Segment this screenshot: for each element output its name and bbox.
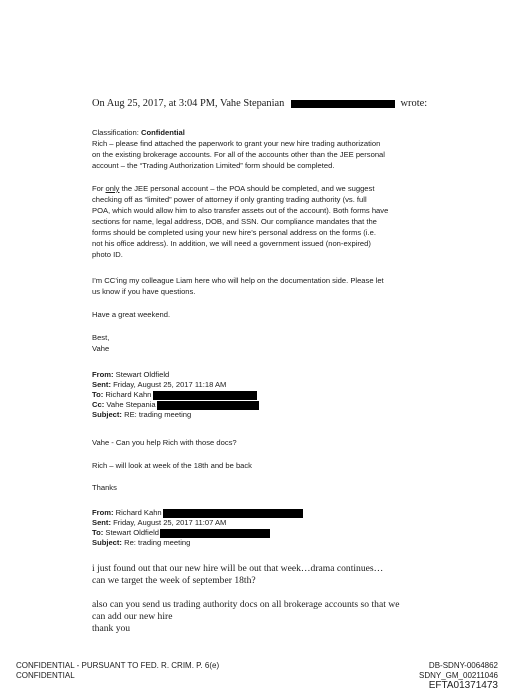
text-line: on the existing brokerage accounts. For all of the accounts other than the JEE personal: [92, 150, 385, 159]
message-2-body-3: Thanks: [92, 483, 117, 492]
subject-line: [92, 538, 303, 548]
cc-value: Vahe Stepania: [106, 400, 156, 409]
sent-line: [92, 518, 303, 528]
signoff-best: Best,: [92, 333, 110, 342]
text-line: I’m CC’ing my colleague Liam here who will help on the documentation side. Please let: [92, 276, 384, 285]
text-line: [92, 183, 388, 194]
bates-number-2: SDNY_GM_00211046: [418, 670, 498, 680]
to-line: [92, 390, 259, 400]
email-header-prefix: On Aug 25, 2017, at 3:04 PM, Vahe Stepanian: [92, 98, 285, 109]
text-line: us know if you have questions.: [92, 287, 196, 296]
classification-line: [92, 127, 185, 138]
text-line: account – the “Trading Authorization Limited” form should be completed.: [92, 161, 335, 170]
paragraph-1: [92, 138, 385, 171]
text-line: Rich – please find attached the paperwork to grant your new hire trading authorization: [92, 139, 381, 148]
field-label: To:: [92, 390, 104, 399]
subject-value: Re: trading meeting: [124, 538, 191, 547]
field-label: To:: [92, 528, 104, 537]
footer-right: [419, 661, 498, 691]
classification-value: Confidential: [140, 128, 185, 137]
text-line: POA, which would allow him to also transfer assets out of the account). Both forms have: [92, 206, 389, 215]
message-3-body-2: [92, 599, 399, 635]
bates-number-1: DB-SDNY-0064862: [428, 661, 498, 670]
redaction-bar: [157, 401, 259, 410]
text-span: For: [92, 184, 106, 193]
sent-value: Friday, August 25, 2017 11:07 AM: [113, 518, 227, 527]
text-line: can we target the week of september 18th?: [92, 575, 256, 586]
redaction-bar: [163, 509, 303, 518]
to-value: Stewart Oldfield: [105, 528, 159, 537]
redaction-bar: [291, 100, 395, 108]
underlined-word: only: [105, 184, 120, 193]
field-label: Cc:: [92, 400, 105, 409]
from-value: Stewart Oldfield: [115, 370, 170, 379]
text-line: thank you: [92, 623, 131, 634]
classification-label: Classification:: [92, 128, 139, 137]
paragraph-4: Have a great weekend.: [92, 310, 171, 319]
field-label: From:: [92, 370, 114, 379]
sent-value: Friday, August 25, 2017 11:18 AM: [113, 380, 227, 389]
sent-line: [92, 380, 259, 390]
email-header-suffix: wrote:: [400, 98, 428, 109]
bates-number-3: EFTA01371473: [428, 680, 498, 691]
text-line: photo ID.: [92, 250, 123, 259]
from-line: [92, 508, 303, 518]
field-label: Subject:: [92, 410, 122, 419]
text-line: forms should be completed using your new hire’s personal address on the forms (i.e.: [92, 228, 376, 237]
signoff: [92, 332, 109, 354]
text-line: not his office address). In addition, we will need a government issued (non-expired): [92, 239, 371, 248]
to-line: [92, 528, 303, 538]
from-value: Richard Kahn: [115, 508, 162, 517]
confidential-label: CONFIDENTIAL: [16, 670, 75, 680]
text-span: the JEE personal account – the POA should be completed, and we suggest: [119, 184, 375, 193]
field-label: Subject:: [92, 538, 122, 547]
paragraph-2: [92, 183, 388, 260]
text-line: sections for name, legal address, DOB, and SSN. Our compliance mandates that the: [92, 217, 377, 226]
field-label: From:: [92, 508, 114, 517]
confidential-notice: CONFIDENTIAL - PURSUANT TO FED. R. CRIM. P. 6(e): [16, 661, 220, 670]
message-3-body: [92, 563, 383, 587]
subject-value: RE: trading meeting: [124, 410, 192, 419]
footer-left: [16, 661, 219, 680]
text-line: i just found out that our new hire will be out that week…drama continues…: [92, 563, 384, 574]
email-header-line: [92, 97, 427, 110]
to-value: Richard Kahn: [105, 390, 152, 399]
cc-line: [92, 400, 259, 410]
signoff-name: Vahe: [92, 344, 110, 353]
from-line: [92, 370, 259, 380]
message-2-header: [92, 370, 259, 420]
message-2-body-2: Rich – will look at week of the 18th and be back: [92, 461, 252, 470]
text-line: also can you send us trading authority docs on all brokerage accounts so that we: [92, 599, 400, 610]
field-label: Sent:: [92, 518, 111, 527]
redaction-bar: [160, 529, 270, 538]
message-3-header: [92, 508, 303, 548]
paragraph-3: [92, 275, 384, 297]
message-2-body-1: Vahe - Can you help Rich with those docs?: [92, 438, 237, 447]
text-line: checking off as “limited” power of attorney if only granting trading authority (vs. full: [92, 195, 367, 204]
subject-line: [92, 410, 259, 420]
text-line: can add our new hire: [92, 611, 173, 622]
field-label: Sent:: [92, 380, 111, 389]
redaction-bar: [153, 391, 257, 400]
